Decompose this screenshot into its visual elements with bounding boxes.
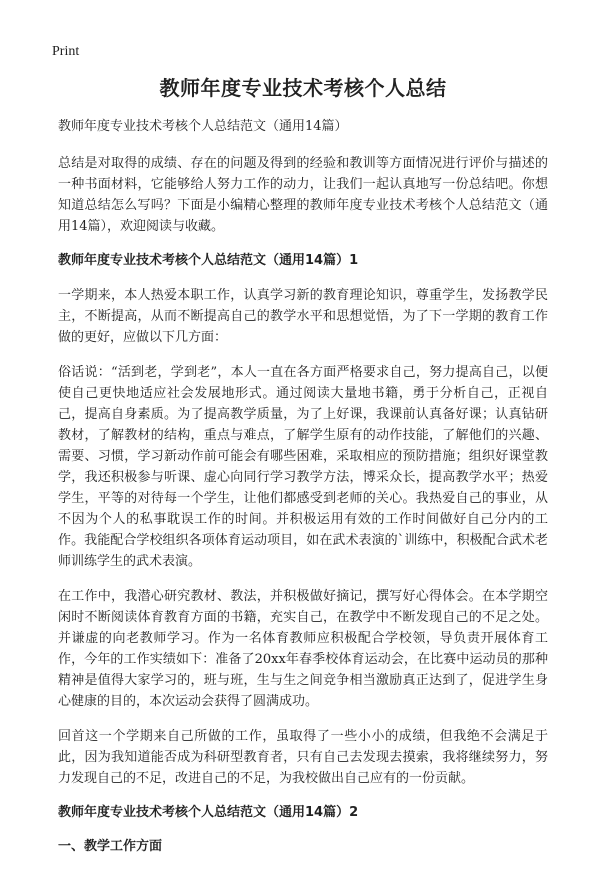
section-1-paragraph: 一学期来，本人热爱本职工作，认真学习新的教育理论知识，尊重学生，发扬教学民主，不断提高，从而不断提高自己的教学水平和思想觉悟，为了下一学期的教育工作做的更好，应做以下几方面： (58, 288, 548, 345)
section-1-heading: 教师年度专业技术考核个人总结范文（通用14篇）1 (58, 253, 359, 268)
section-2-subheading: 一、教学工作方面 (58, 839, 163, 854)
section-1-paragraph: 回首这一个学期来自己所做的工作，虽取得了一些小小的成绩，但我绝不会满足于此，因为我知道能否成为科研型教育者，只有自己去发现去摸索，我将继续努力，努力发现自己的不足，改进自己的不足，为我校做出自己应有的一份贡献。 (58, 729, 548, 786)
section-1-paragraph: 俗话说：“活到老，学到老”，本人一直在各方面严格要求自己，努力提高自己，以便使自己更快地适应社会发展地形式。通过阅读大量地书籍，勇于分析自己，正视自己，提高自身素质。为了提高教学质量，为了上好课，我课前认真备好课；认真钻研教材，了解教材的结构，重点与难点，了解学生原有的动作技能，了解他们的兴趣、需要、习惯，学习新动作前可能会有哪些困难，采取相应的预防措施；组织好课堂教学，我还积极参与听课、虚心向同行学习教学方法，博采众长，提高教学水平；热爱学生，平等的对待每一个学生，让他们都感受到老师的关心。我热爱自己的事业，从不因为个人的私事耽误工作的时间。并积极运用有效的工作时间做好自己分内的工作。我能配合学校组织各项体育运动项目，如在武术表演的`训练中，积极配合武术老师训练学生的武术表演。 (58, 365, 548, 569)
document-body (58, 72, 548, 871)
section-2-heading: 教师年度专业技术考核个人总结范文（通用14篇）2 (58, 805, 359, 820)
document-subtitle: 教师年度专业技术考核个人总结范文（通用14篇） (58, 119, 348, 134)
intro-paragraph: 总结是对取得的成绩、存在的问题及得到的经验和教训等方面情况进行评价与描述的一种书面材料，它能够给人努力工作的动力，让我们一起认真地写一份总结吧。你想知道总结怎么写吗？下面是小编精心整理的教师年度专业技术考核个人总结范文（通用14篇），欢迎阅读与收藏。 (58, 156, 548, 234)
print-link[interactable]: Print (52, 44, 80, 59)
page-title: 教师年度专业技术考核个人总结 (159, 76, 447, 100)
section-1-paragraph: 在工作中，我潜心研究教材、教法，并积极做好摘记，撰写好心得体会。在本学期空闲时不断阅读体育教育方面的书籍，充实自己，在教学中不断发现自己的不足之处。并谦虚的向老教师学习。作为一名体育教师应积极配合学校领，导负责开展体育工作，今年的工作实绩如下：准备了20xx年春季校体育运动会，在比赛中运动员的那种精神是值得大家学习的，班与班，生与生之间竞争相当激励真正达到了，促进学生身心健康的目的，本次运动会获得了圆满成功。 (58, 589, 548, 709)
